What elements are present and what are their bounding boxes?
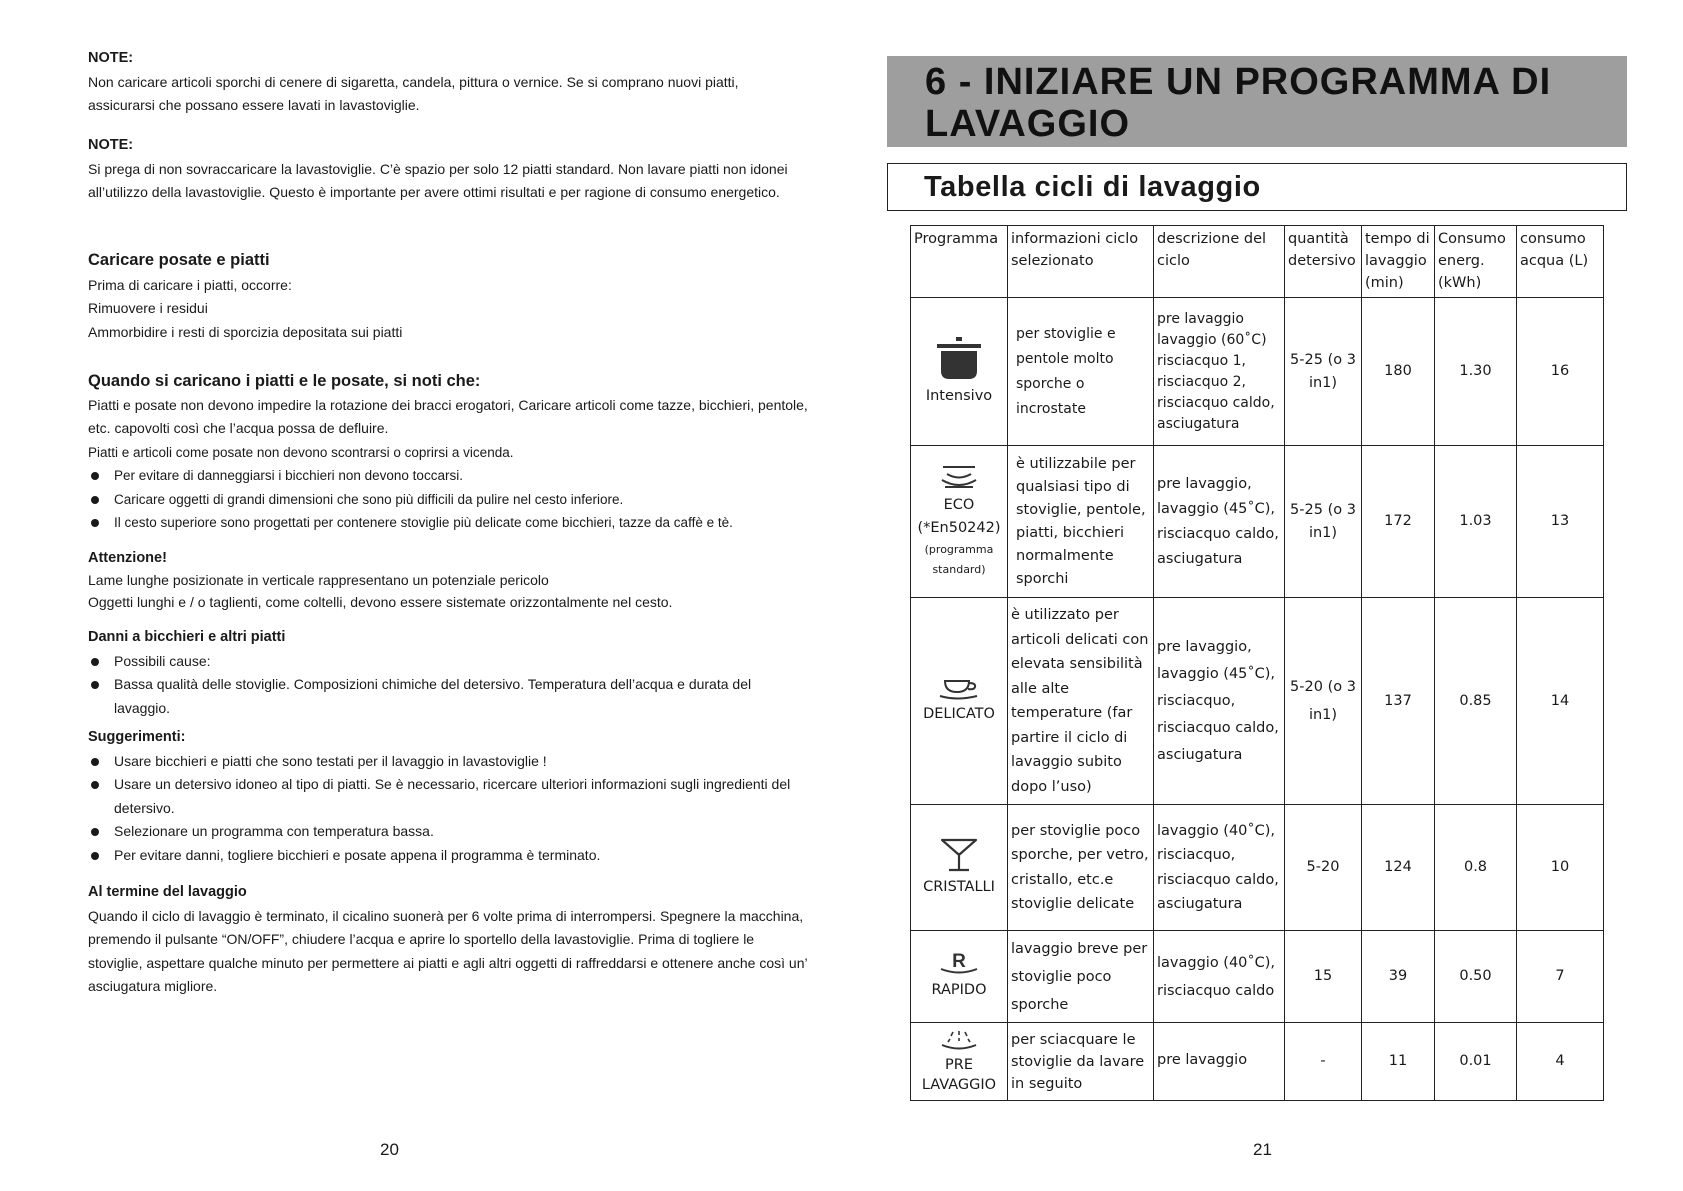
time-cell: 124 bbox=[1362, 805, 1435, 931]
bullet-icon bbox=[91, 681, 99, 689]
header-energy: Consumo energ. (kWh) bbox=[1435, 226, 1517, 298]
energy-cell: 0.8 bbox=[1435, 805, 1517, 931]
when-loading-text: Piatti e articoli come posate non devono scontrarsi o coprirsi a vicenda. bbox=[88, 444, 514, 460]
bullet-icon bbox=[91, 472, 99, 480]
desc-cell: pre lavaggio, lavaggio (45˚C), risciacquo, risciacquo caldo, asciugatura bbox=[1154, 598, 1285, 805]
loading-heading: Caricare posate e piatti bbox=[88, 251, 270, 269]
table-row bbox=[911, 298, 1604, 446]
header-program: Programma bbox=[911, 226, 1008, 298]
program-cell bbox=[911, 598, 1008, 805]
table-row bbox=[911, 446, 1604, 598]
chapter-title-banner bbox=[887, 56, 1627, 147]
svg-text:R: R bbox=[952, 951, 966, 972]
table-row bbox=[911, 1023, 1604, 1101]
note-1-text: Non caricare articoli sporchi di cenere di sigaretta, candela, pittura o vernice. Se si comprano nuovi piatti, assicurarsi che possano essere lavati in lavastoviglie. bbox=[88, 73, 739, 113]
energy-cell: 0.50 bbox=[1435, 931, 1517, 1023]
program-cell bbox=[911, 1023, 1008, 1101]
program-cell bbox=[911, 298, 1008, 446]
end-section bbox=[88, 881, 808, 999]
loading-line: Rimuovere i residui bbox=[88, 300, 208, 316]
warning-heading: Attenzione! bbox=[88, 550, 167, 566]
when-loading-list bbox=[88, 464, 808, 535]
damage-section bbox=[88, 626, 808, 720]
left-page bbox=[0, 0, 840, 1191]
header-water: consumo acqua (L) bbox=[1517, 226, 1604, 298]
energy-cell: 0.01 bbox=[1435, 1023, 1517, 1101]
list-item: Per evitare di danneggiarsi i bicchieri non devono toccarsi. bbox=[88, 464, 808, 488]
program-name: CRISTALLI bbox=[923, 879, 995, 895]
detergent-cell: 15 bbox=[1285, 931, 1362, 1023]
list-item: Il cesto superiore sono progettati per contenere stoviglie più delicate come bicchieri, tazze da caffè e tè. bbox=[88, 511, 808, 535]
desc-cell: pre lavaggio bbox=[1154, 1023, 1285, 1101]
damage-heading: Danni a bicchieri e altri piatti bbox=[88, 629, 286, 645]
time-cell: 39 bbox=[1362, 931, 1435, 1023]
bullet-icon bbox=[91, 828, 99, 836]
water-cell: 10 bbox=[1517, 805, 1604, 931]
time-cell: 11 bbox=[1362, 1023, 1435, 1101]
when-loading-section bbox=[88, 370, 808, 535]
bullet-icon bbox=[91, 781, 99, 789]
program-note: (programma standard) bbox=[924, 542, 994, 576]
desc-cell: lavaggio (40˚C), risciacquo caldo bbox=[1154, 931, 1285, 1023]
right-page bbox=[840, 0, 1683, 1191]
program-name: RAPIDO bbox=[931, 982, 987, 998]
time-cell: 137 bbox=[1362, 598, 1435, 805]
section-title-box bbox=[887, 163, 1627, 211]
desc-cell: pre lavaggio lavaggio (60˚C) risciacquo 1, risciacquo 2, risciacquo caldo, asciugatura bbox=[1154, 298, 1285, 446]
rapid-icon bbox=[938, 951, 980, 977]
table-header-row bbox=[911, 226, 1604, 298]
bullet-icon bbox=[91, 852, 99, 860]
detergent-cell: - bbox=[1285, 1023, 1362, 1101]
info-cell: lavaggio breve per stoviglie poco sporche bbox=[1008, 931, 1154, 1023]
warning-line: Lame lunghe posizionate in verticale rappresentano un potenziale pericolo bbox=[88, 572, 549, 588]
bullet-icon bbox=[91, 519, 99, 527]
energy-cell: 0.85 bbox=[1435, 598, 1517, 805]
header-info: informazioni ciclo selezionato bbox=[1008, 226, 1154, 298]
tips-heading: Suggerimenti: bbox=[88, 729, 186, 745]
program-cell bbox=[911, 805, 1008, 931]
loading-section bbox=[88, 249, 808, 344]
wine-glass-icon bbox=[939, 836, 979, 874]
when-loading-text: Piatti e posate non devono impedire la rotazione dei bracci erogatori, Caricare articoli come tazze, bicchieri, pentole, etc. capovolti così che l’acqua possa de defluire. bbox=[88, 396, 808, 436]
info-cell: per sciacquare le stoviglie da lavare in seguito bbox=[1008, 1023, 1154, 1101]
warning-line: Oggetti lunghi e / o taglienti, come coltelli, devono essere sistemate orizzontalmente nel cesto. bbox=[88, 594, 673, 610]
note-2 bbox=[88, 134, 808, 205]
header-detergent: quantità detersivo bbox=[1285, 226, 1362, 298]
note-2-heading: NOTE: bbox=[88, 137, 134, 153]
detergent-cell: 5-20 (o 3 in1) bbox=[1285, 598, 1362, 805]
damage-list bbox=[88, 650, 808, 721]
note-2-text: Si prega di non sovraccaricare la lavastoviglie. C’è spazio per solo 12 piatti standard. Non lavare piatti non idonei all’utilizzo della lavastoviglie. Questo è importante per avere ottimi risultati e per ragione di consumo energetico. bbox=[88, 160, 788, 200]
bullet-icon bbox=[91, 496, 99, 504]
detergent-cell: 5-25 (o 3 in1) bbox=[1285, 298, 1362, 446]
loading-line: Prima di caricare i piatti, occorre: bbox=[88, 276, 292, 293]
water-cell: 14 bbox=[1517, 598, 1604, 805]
time-cell: 180 bbox=[1362, 298, 1435, 446]
header-time: tempo di lavaggio (min) bbox=[1362, 226, 1435, 298]
program-name: Intensivo bbox=[925, 388, 993, 404]
energy-cell: 1.30 bbox=[1435, 298, 1517, 446]
wash-cycles-table bbox=[910, 225, 1604, 1101]
section-title: Tabella cicli di lavaggio bbox=[924, 171, 1261, 203]
info-cell: è utilizzato per articoli delicati con elevata sensibilità alle alte temperature (far partire il ciclo di lavaggio subito dopo l’uso) bbox=[1008, 598, 1154, 805]
program-name: PRE LAVAGGIO bbox=[921, 1056, 997, 1093]
pot-icon bbox=[936, 335, 982, 383]
detergent-cell: 5-20 bbox=[1285, 805, 1362, 931]
energy-cell: 1.03 bbox=[1435, 446, 1517, 598]
chapter-title-line: 6 - INIZIARE UN PROGRAMMA DI bbox=[925, 61, 1552, 103]
table-row bbox=[911, 931, 1604, 1023]
when-loading-heading: Quando si caricano i piatti e le posate, si noti che: bbox=[88, 372, 481, 390]
list-item: Caricare oggetti di grandi dimensioni che sono più difficili da pulire nel cesto inferiore. bbox=[88, 488, 808, 512]
info-cell: per stoviglie poco sporche, per vetro, cristallo, etc.e stoviglie delicate bbox=[1008, 805, 1154, 931]
page-number: 21 bbox=[1253, 1140, 1272, 1159]
loading-line: Ammorbidire i resti di sporcizia depositata sui piatti bbox=[88, 323, 403, 340]
list-item: Usare un detersivo idoneo al tipo di piatti. Se è necessario, ricercare ulteriori informazioni sugli ingredienti del detersivo. bbox=[88, 773, 808, 820]
program-name: DELICATO bbox=[923, 705, 995, 722]
desc-cell: pre lavaggio, lavaggio (45˚C), risciacquo caldo, asciugatura bbox=[1154, 446, 1285, 598]
table-row bbox=[911, 598, 1604, 805]
list-item: Selezionare un programma con temperatura bassa. bbox=[88, 820, 808, 844]
list-item: Possibili cause: bbox=[88, 650, 808, 674]
info-cell: è utilizzabile per qualsiasi tipo di stoviglie, pentole, piatti, bicchieri normalmente sporchi bbox=[1008, 446, 1154, 598]
water-cell: 4 bbox=[1517, 1023, 1604, 1101]
bullet-icon bbox=[91, 658, 99, 666]
water-cell: 16 bbox=[1517, 298, 1604, 446]
eco-dishes-icon bbox=[939, 464, 979, 492]
chapter-title-line: LAVAGGIO bbox=[925, 103, 1131, 145]
end-heading: Al termine del lavaggio bbox=[88, 884, 247, 900]
program-name: ECO bbox=[943, 496, 975, 513]
list-item: Usare bicchieri e piatti che sono testati per il lavaggio in lavastoviglie ! bbox=[88, 750, 808, 774]
time-cell: 172 bbox=[1362, 446, 1435, 598]
desc-cell: lavaggio (40˚C), risciacquo, risciacquo caldo, asciugatura bbox=[1154, 805, 1285, 931]
program-cell bbox=[911, 446, 1008, 598]
water-cell: 7 bbox=[1517, 931, 1604, 1023]
tips-list bbox=[88, 750, 808, 868]
header-desc: descrizione del ciclo bbox=[1154, 226, 1285, 298]
warning-section bbox=[88, 547, 808, 613]
program-standard-ref: (*En50242) bbox=[917, 519, 1001, 536]
note-1 bbox=[88, 47, 808, 118]
end-text: Quando il ciclo di lavaggio è terminato, il cicalino suonerà per 6 volte prima di interrompersi. Spegnere la macchina, premendo il pulsante “ON/OFF”, chiudere l’acqua e aprire lo sportello della lavastoviglie. Prima di togliere le stoviglie, aspettare qualche minuto per permettere ai piatti e agli altri oggetti di raffreddarsi e ottenere anche così un’ asciugatura migliore. bbox=[88, 907, 808, 994]
list-item: Per evitare danni, togliere bicchieri e posate appena il programma è terminato. bbox=[88, 844, 808, 868]
prewash-spray-icon bbox=[939, 1029, 979, 1053]
note-1-heading: NOTE: bbox=[88, 50, 134, 66]
table-row bbox=[911, 805, 1604, 931]
page-number: 20 bbox=[380, 1140, 399, 1159]
cup-icon bbox=[937, 677, 981, 701]
detergent-cell: 5-25 (o 3 in1) bbox=[1285, 446, 1362, 598]
program-cell bbox=[911, 931, 1008, 1023]
water-cell: 13 bbox=[1517, 446, 1604, 598]
info-cell: per stoviglie e pentole molto sporche o incrostate bbox=[1008, 298, 1154, 446]
tips-section bbox=[88, 726, 808, 867]
list-item: Bassa qualità delle stoviglie. Composizioni chimiche del detersivo. Temperatura dell’acqua e durata del lavaggio. bbox=[88, 673, 808, 720]
bullet-icon bbox=[91, 758, 99, 766]
